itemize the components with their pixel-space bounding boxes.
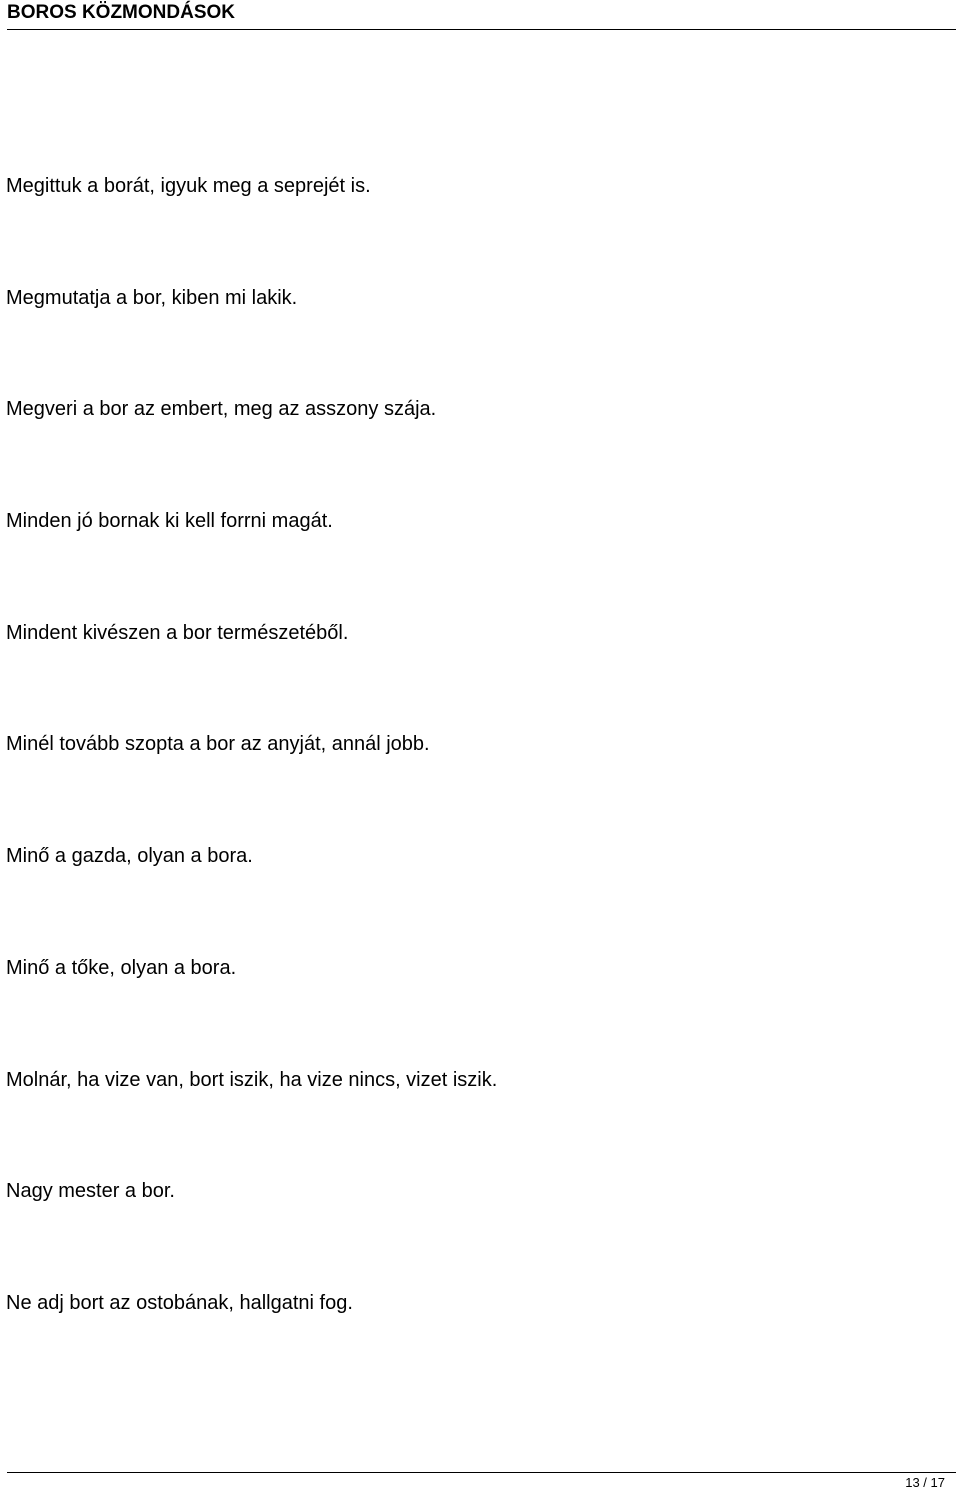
proverb-item: Megveri a bor az embert, meg az asszony szája. <box>6 398 437 421</box>
page-number: 13 / 17 <box>905 1475 945 1490</box>
proverb-item: Minő a tőke, olyan a bora. <box>6 956 237 979</box>
proverb-list <box>6 172 497 1401</box>
proverb-item: Megittuk a borát, igyuk meg a seprejét is. <box>6 175 371 197</box>
proverb-item: Megmutatja a bor, kiben mi lakik. <box>6 286 298 309</box>
proverb-item: Ne adj bort az ostobának, hallgatni fog. <box>6 1291 353 1314</box>
proverb-item: Molnár, ha vize van, bort iszik, ha vize nincs, vizet iszik. <box>6 1068 498 1091</box>
footer-divider <box>7 1472 956 1473</box>
header-divider <box>7 29 956 30</box>
proverb-item: Minő a gazda, olyan a bora. <box>6 845 253 868</box>
document-title: BOROS KÖZMONDÁSOK <box>7 2 235 23</box>
proverb-item: Minél tovább szopta a bor az anyját, annál jobb. <box>6 733 430 756</box>
proverb-item: Minden jó bornak ki kell forrni magát. <box>6 510 333 533</box>
proverb-item: Nagy mester a bor. <box>6 1180 175 1203</box>
proverb-item: Mindent kivészen a bor természetéből. <box>6 621 349 644</box>
